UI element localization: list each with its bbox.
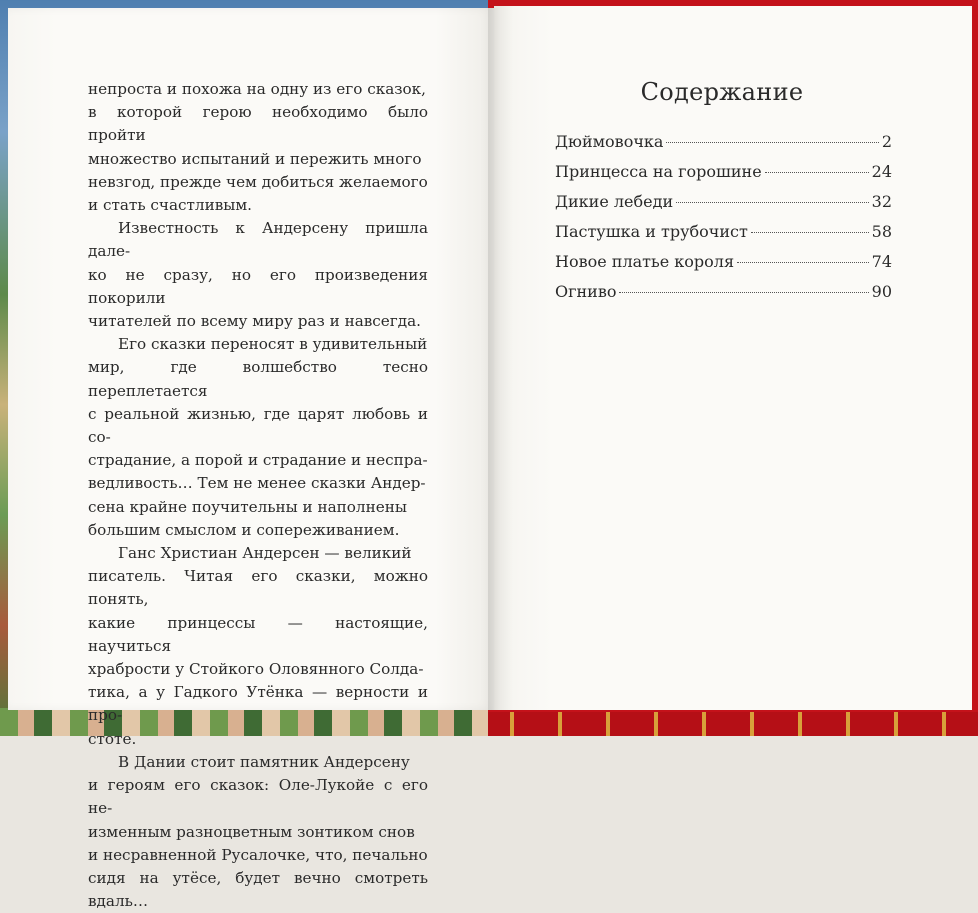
toc-entry — [555, 282, 892, 312]
text-line: страдание, а порой и страдание и неспра- — [88, 451, 428, 470]
table-of-contents — [555, 132, 892, 312]
text-line: тика, а у Гадкого Утёнка — верности и про- — [88, 683, 428, 725]
text-line: непроста и похожа на одну из его сказок, — [88, 80, 427, 98]
left-page-text — [88, 78, 428, 913]
text-line: читателей по всему миру раз и навсегда. — [88, 312, 421, 331]
toc-dot-leader — [666, 142, 878, 143]
toc-entry-title: Дюймовочка — [555, 132, 664, 151]
text-line: Ганс Христиан Андерсен — великий — [118, 544, 412, 563]
text-line: ведливость… Тем не менее сказки Андер- — [88, 474, 426, 493]
text-line: стоте. — [88, 729, 137, 748]
toc-entry — [555, 222, 892, 252]
toc-entry-title: Пастушка и трубочист — [555, 222, 748, 241]
toc-entry-page-number: 24 — [871, 162, 892, 181]
toc-dot-leader — [751, 232, 869, 233]
paragraph — [88, 542, 428, 751]
toc-entry-title: Принцесса на горошине — [555, 162, 762, 181]
toc-entry-page-number: 74 — [871, 252, 892, 271]
toc-entry — [555, 162, 892, 192]
cover-red-bottom-edge — [488, 712, 978, 736]
text-line: Известность к Андерсену пришла дале- — [88, 219, 428, 261]
toc-title: Содержание — [640, 78, 804, 106]
paragraph — [88, 333, 428, 542]
text-line: и несравненной Русалочке, что, печально — [88, 845, 428, 864]
toc-entry — [555, 132, 892, 162]
toc-dot-leader — [737, 262, 869, 263]
text-line: с реальной жизнью, где царят любовь и со- — [88, 404, 428, 447]
text-line: мир, где волшебство тесно переплетается — [88, 358, 428, 400]
paragraph — [88, 78, 428, 217]
toc-entry-title: Новое платье короля — [555, 252, 735, 271]
toc-dot-leader — [619, 292, 868, 293]
toc-entry — [555, 252, 892, 282]
paragraph — [88, 217, 428, 333]
toc-entry-title: Огниво — [555, 282, 617, 301]
text-line: множество испытаний и пережить много — [88, 149, 422, 168]
text-line: и стать счастливым. — [88, 196, 252, 215]
text-line: и героям его сказок: Оле-Лукойе с его не- — [88, 776, 428, 818]
toc-entry-page-number: 32 — [871, 192, 892, 211]
text-line: Его сказки переносят в удивительный — [118, 335, 428, 354]
right-page — [494, 6, 972, 710]
text-line: В Дании стоит памятник Андерсену — [118, 752, 410, 771]
text-line: невзгод, прежде чем добиться желаемого — [88, 172, 428, 191]
text-line: какие принцессы — настоящие, научиться — [88, 613, 428, 655]
toc-entry — [555, 192, 892, 222]
book-gutter — [488, 8, 500, 710]
toc-dot-leader — [765, 172, 869, 173]
text-line: писатель. Читая его сказки, можно понять, — [88, 567, 428, 609]
text-line: сена крайне поучительны и наполнены — [88, 497, 407, 516]
text-line: храбрости у Стойкого Оловянного Солда- — [88, 660, 424, 679]
toc-dot-leader — [676, 202, 869, 203]
text-line: ко не сразу, но его произведения покорили — [88, 265, 428, 307]
text-line: большим смыслом и сопереживанием. — [88, 520, 400, 539]
text-line: изменным разноцветным зонтиком снов — [88, 822, 415, 841]
text-line: сидя на утёсе, будет вечно смотреть вдаль… — [88, 868, 428, 911]
toc-entry-title: Дикие лебеди — [555, 192, 674, 211]
paragraph — [88, 751, 428, 913]
text-line: в которой герою необходимо было пройти — [88, 103, 428, 145]
toc-entry-page-number: 2 — [881, 132, 892, 151]
toc-entry-page-number: 90 — [871, 282, 892, 301]
toc-entry-page-number: 58 — [871, 222, 892, 241]
